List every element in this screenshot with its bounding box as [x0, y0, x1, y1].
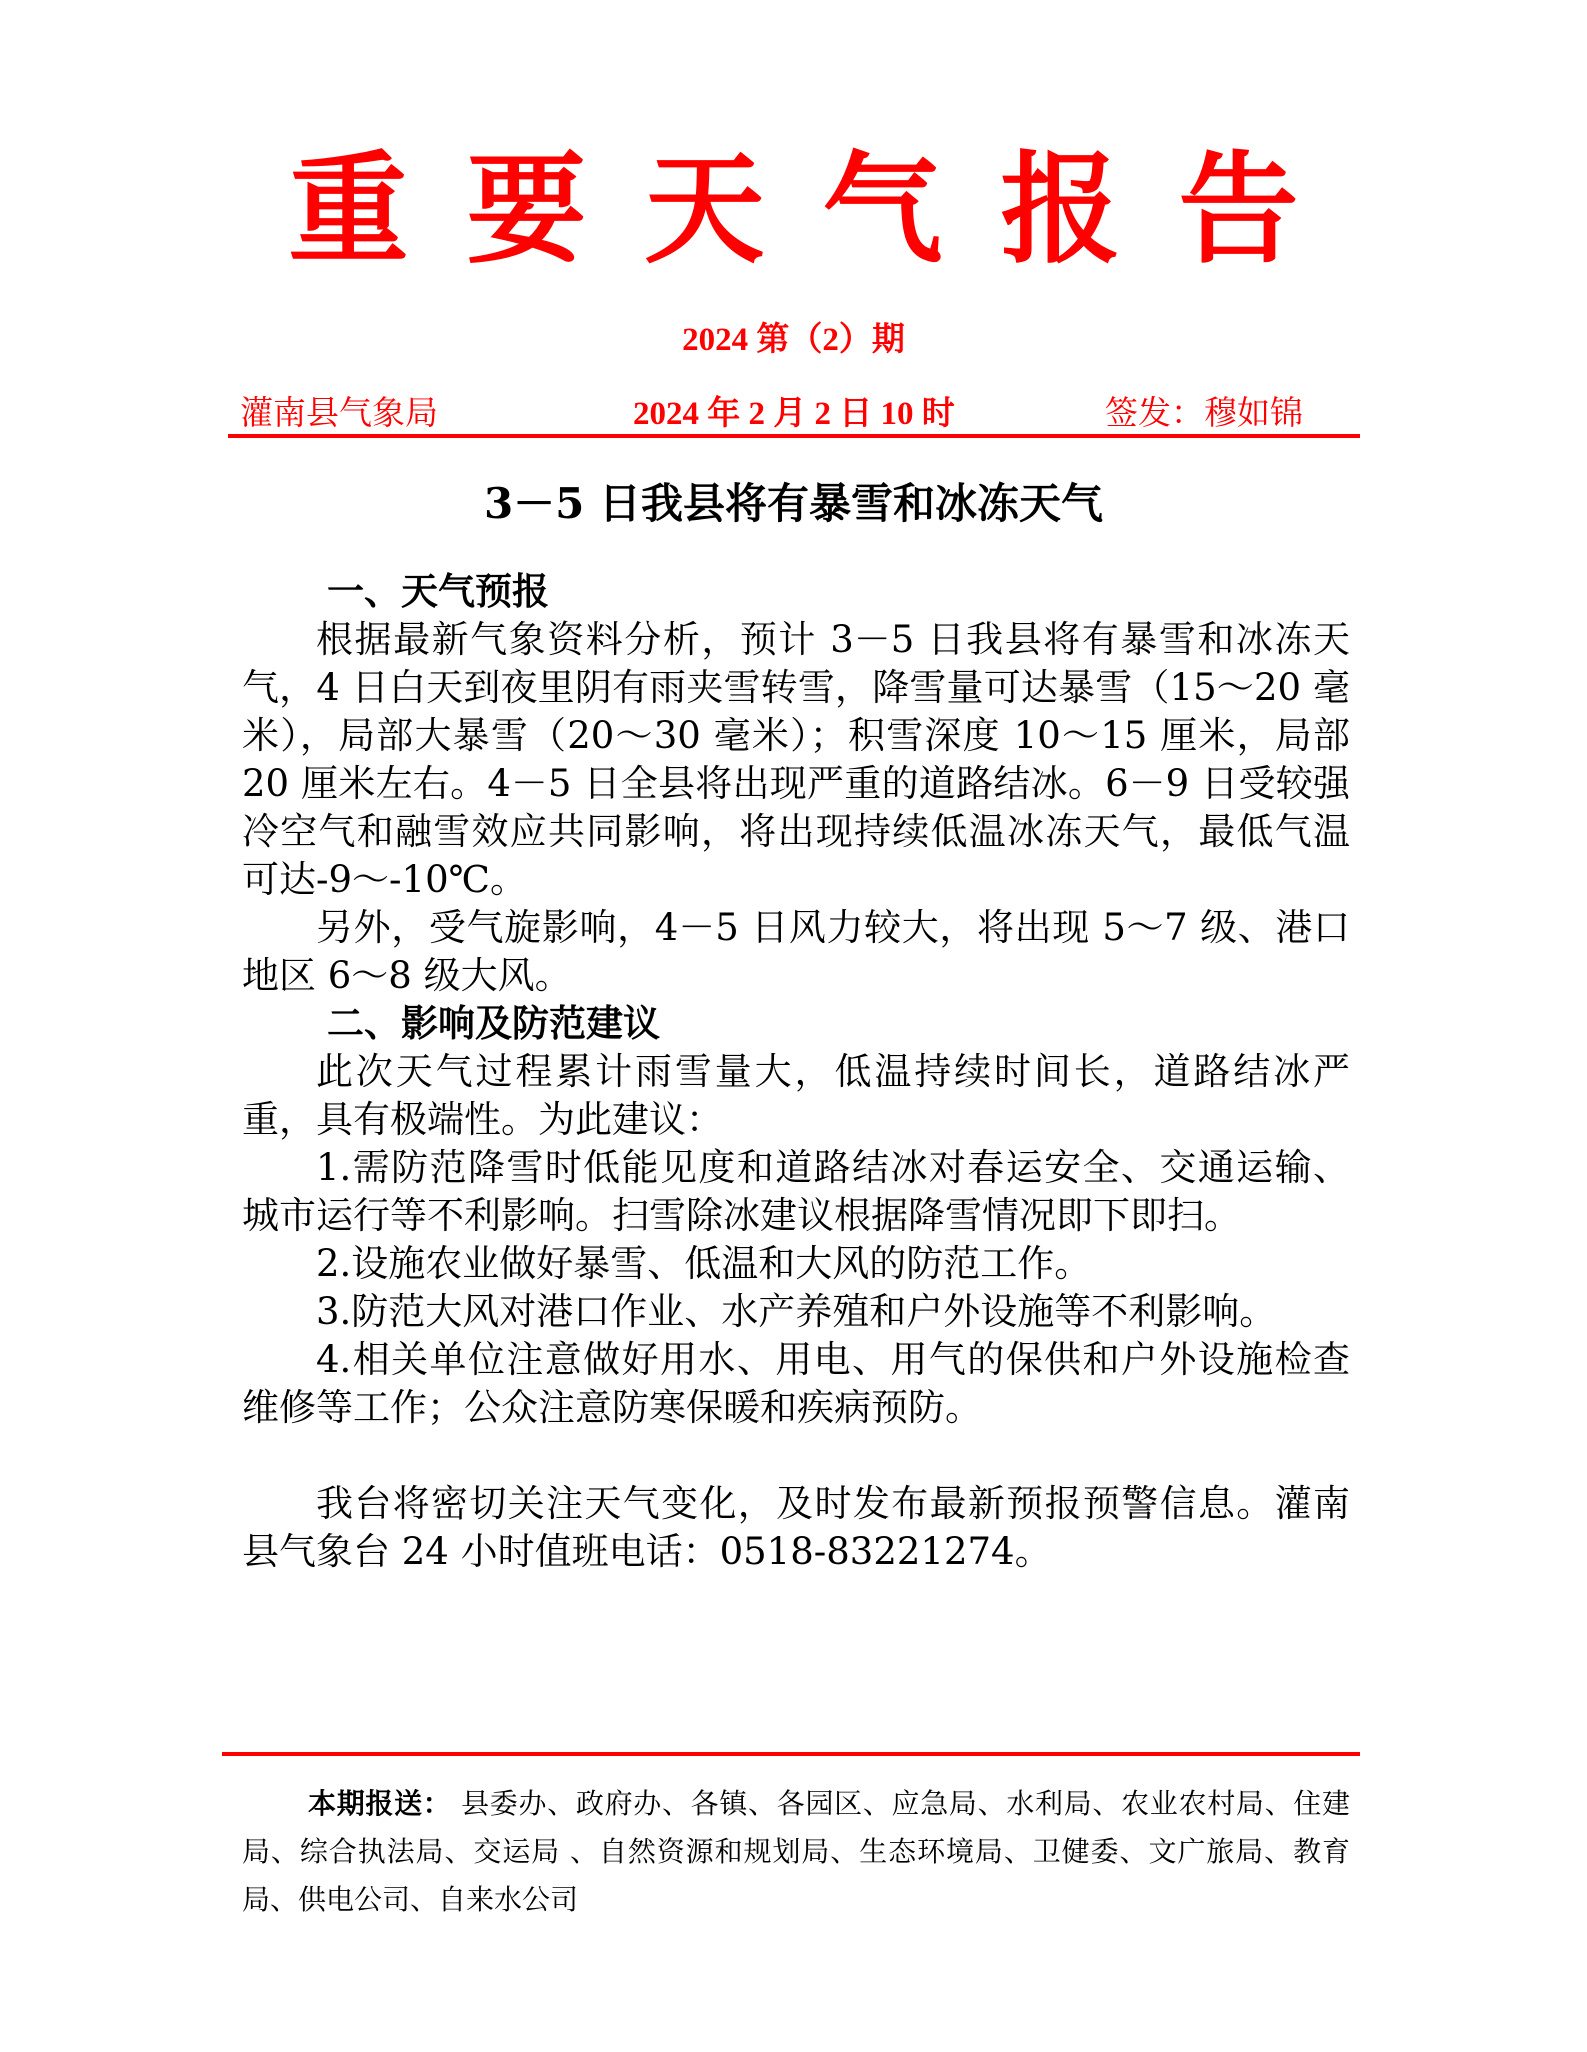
- advice-intro: 此次天气过程累计雨雪量大，低温持续时间长，道路结冰严重，具有极端性。为此建议：: [242, 1050, 1350, 1141]
- wind-paragraph: 另外，受气旋影响，4－5 日风力较大，将出现 5～7 级、港口地区 6～8 级大风。: [242, 906, 1350, 997]
- report-headline: 3－5 日我县将有暴雪和冰冻天气: [483, 479, 1104, 528]
- advice-item-2: 2.设施农业做好暴雪、低温和大风的防范工作。: [316, 1242, 1092, 1285]
- issue-time: 2024 年 2 月 2 日 10 时: [633, 396, 955, 432]
- section-heading-advice: 二、影响及防范建议: [327, 1002, 660, 1045]
- forecast-paragraph: 根据最新气象资料分析，预计 3－5 日我县将有暴雪和冰冻天气，4 日白天到夜里阴有雨夹雪转雪，降雪量可达暴雪（15～20 毫米），局部大暴雪（20～30 毫米）；积雪深度 10～15 厘米，局部 20 厘米左右。4－5 日全县将出现严重的道路结冰。6－9 日受较强冷空气和融雪效应共同影响，将出现持续低温冰冻天气，最低气温可达-9～-10℃。: [242, 618, 1350, 901]
- issue-meta-row: [240, 392, 1340, 436]
- issue-number: 2024 第（2）期: [682, 322, 905, 358]
- distribution-label: 本期报送：: [308, 1787, 452, 1820]
- report-body: [242, 568, 1350, 1576]
- paragraph-gap: [242, 1432, 1350, 1480]
- advice-item-1: 1.需防范降雪时低能见度和道路结冰对春运安全、交通运输、城市运行等不利影响。扫雪除冰建议根据降雪情况即下即扫。: [242, 1146, 1350, 1237]
- advice-item-4: 4.相关单位注意做好用水、用电、用气的保供和户外设施检查维修等工作；公众注意防寒保暖和疾病预防。: [242, 1338, 1350, 1429]
- distribution-recipients: 县委办、政府办、各镇、各园区、应急局、水利局、农业农村局、住建局、综合执法局、交运局 、自然资源和规划局、生态环境局、卫健委、文广旅局、教育局、供电公司、自来水公司: [242, 1787, 1350, 1916]
- issuing-agency: 灌南县气象局: [240, 396, 438, 432]
- footer-divider: [222, 1752, 1360, 1756]
- header-divider: [228, 434, 1360, 438]
- signer: 签发：穆如锦: [1105, 396, 1303, 432]
- closing-paragraph: 我台将密切关注天气变化，及时发布最新预报预警信息。灌南县气象台 24 小时值班电话：0518-83221274。: [242, 1482, 1350, 1573]
- section-heading-forecast: 一、天气预报: [327, 570, 549, 613]
- advice-item-3: 3.防范大风对港口作业、水产养殖和户外设施等不利影响。: [316, 1290, 1277, 1333]
- masthead-title: 重要天气报告: [288, 139, 1357, 280]
- distribution-list: [242, 1780, 1350, 1924]
